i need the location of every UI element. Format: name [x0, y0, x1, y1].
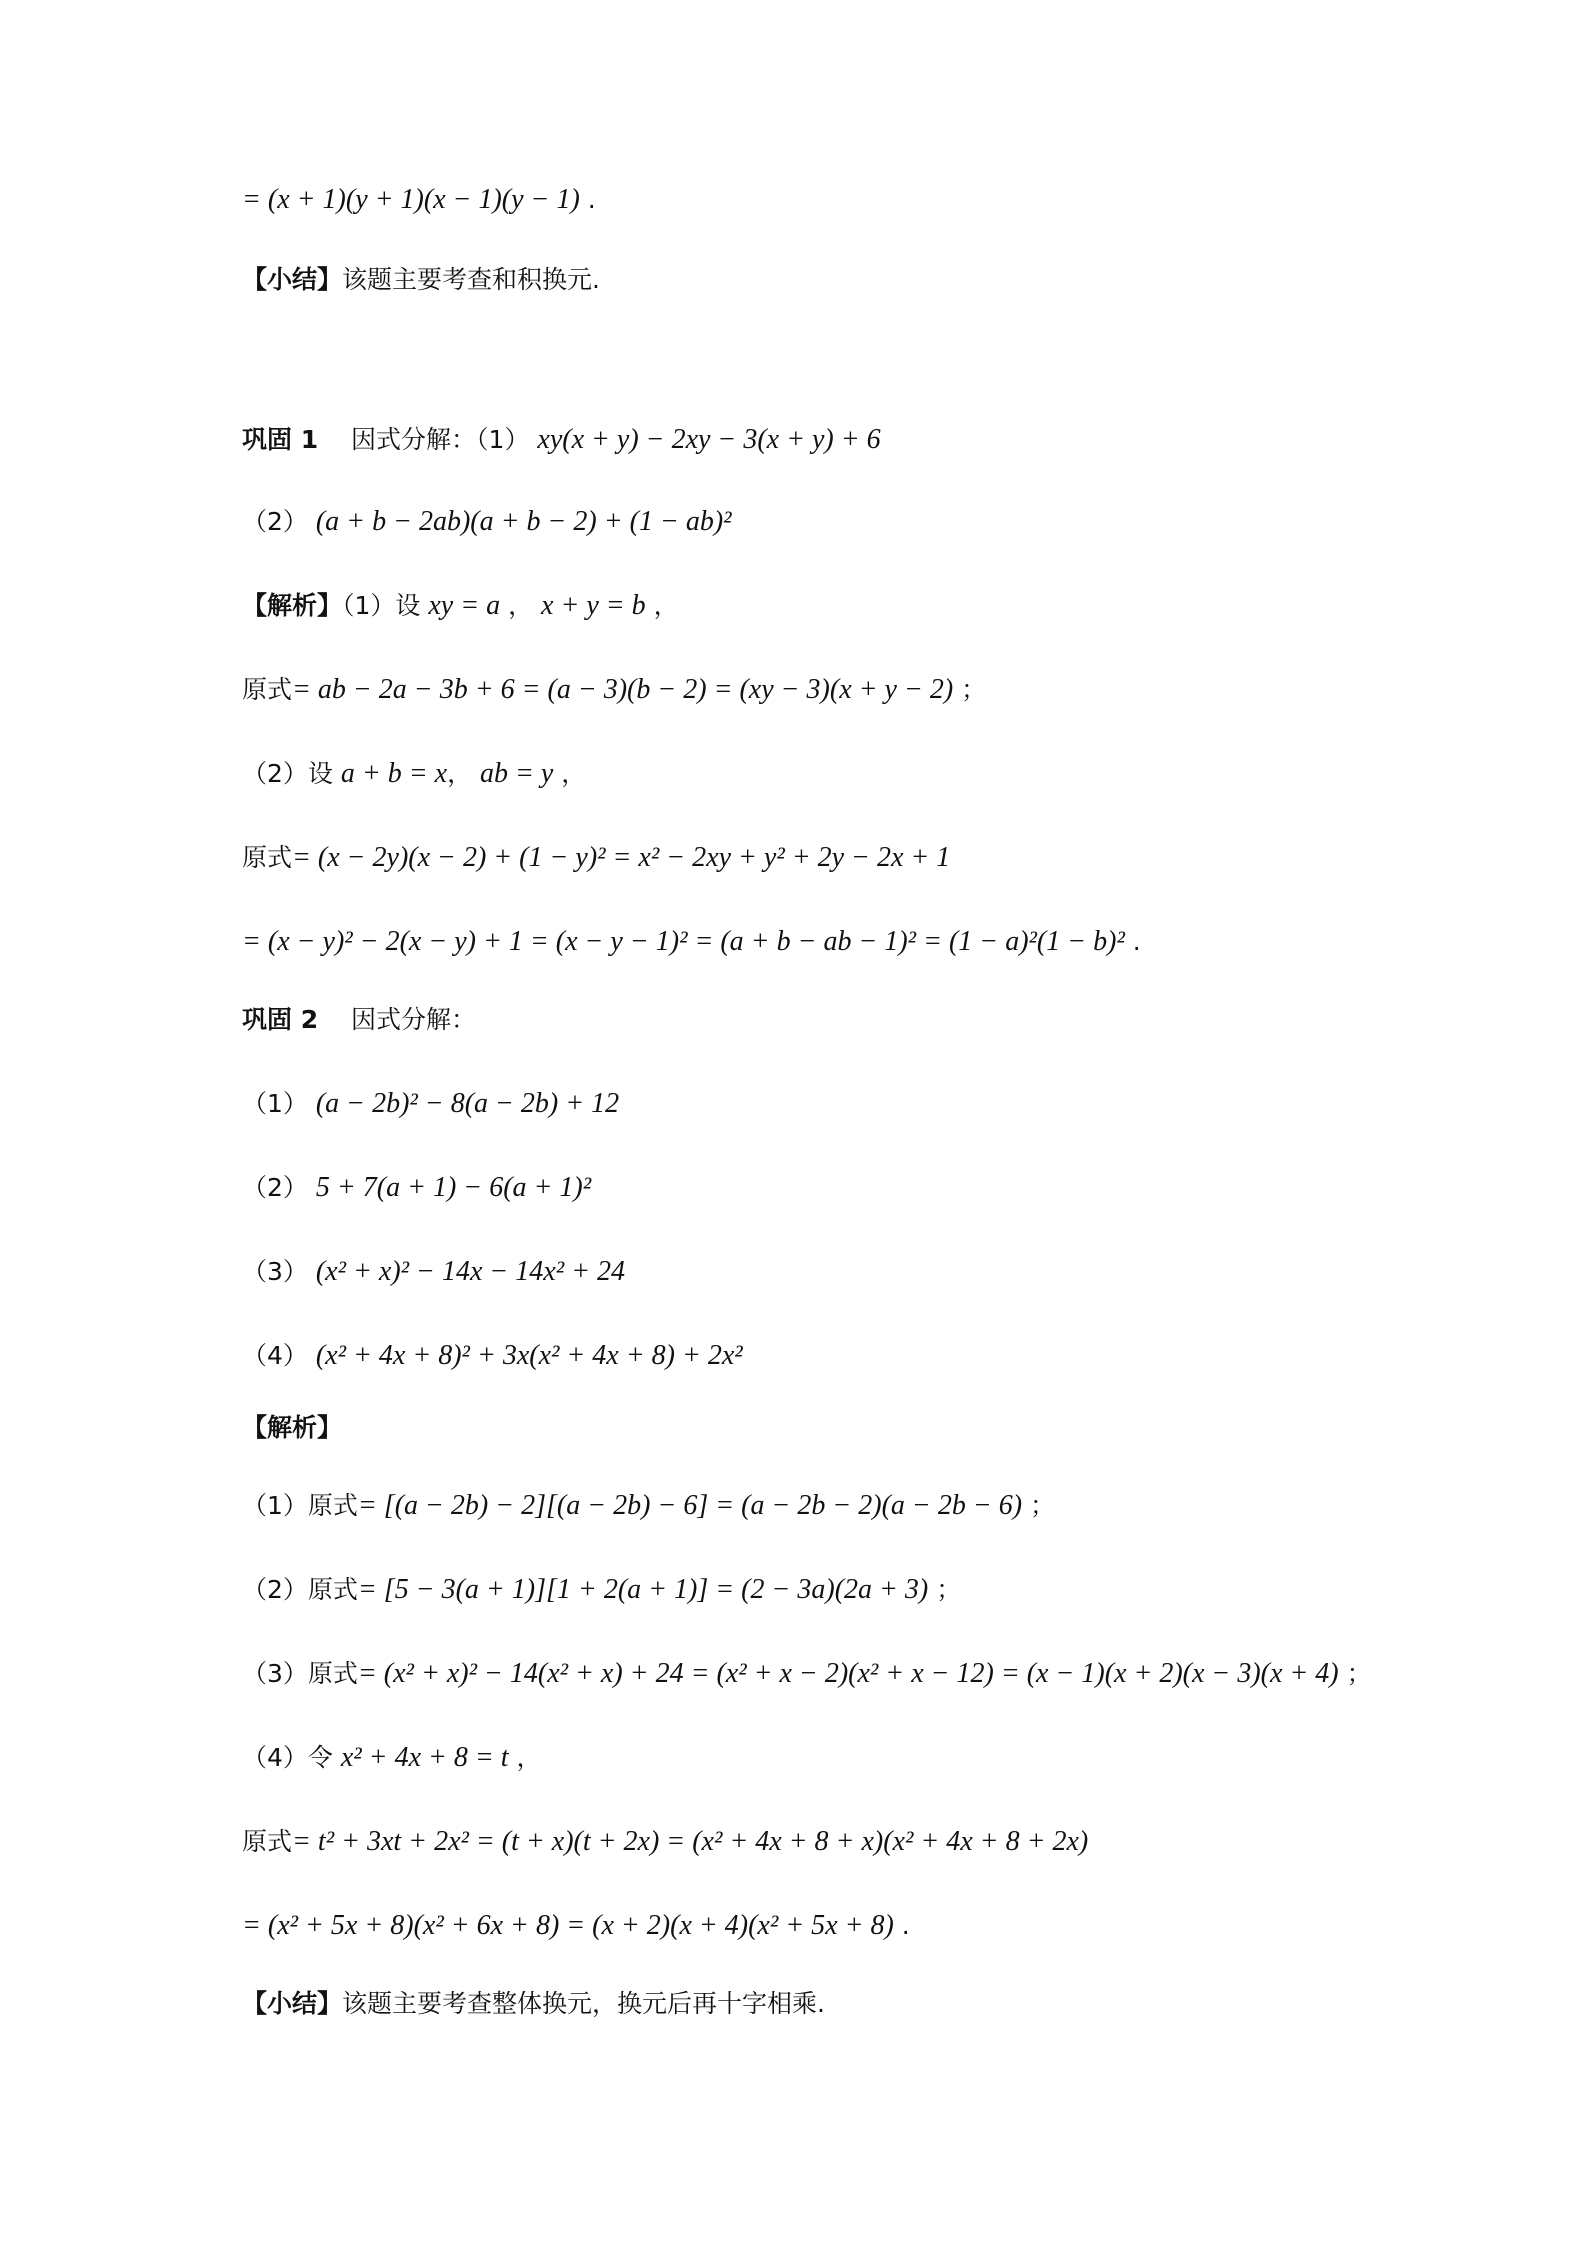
math-expression: x² + 4x + 8 = t — [340, 1742, 509, 1773]
text-line-9 — [242, 922, 1141, 962]
math-expression: = t² + 3xt + 2x² = (t + x)(t + 2x) = (x² + 4x + 8 + x)(x² + 4x + 8 + 2x) — [292, 1826, 1089, 1857]
math-expression: (a + b − 2ab)(a + b − 2) + (1 − ab)² — [315, 506, 732, 537]
text-span: 该题主要考查整体换元，换元后再十字相乘. — [342, 1989, 825, 2018]
math-expression: (x² + 4x + 8)² + 3x(x² + 4x + 8) + 2x² — [315, 1340, 743, 1371]
math-expression: (a − 2b)² − 8(a − 2b) + 12 — [315, 1088, 620, 1119]
text-line-1 — [242, 180, 596, 220]
text-line-15 — [242, 1408, 342, 1448]
math-expression: = (x² + 5x + 8)(x² + 6x + 8) = (x + 2)(x + 4)(x² + 5x + 8) — [242, 1910, 894, 1941]
text-span: 因式分解：（1） — [318, 425, 538, 454]
text-span: （3） — [242, 1257, 316, 1286]
text-span: ， — [500, 591, 542, 620]
text-span: . — [893, 1911, 910, 1940]
math-expression: = [5 − 3(a + 1)][1 + 2(a + 1)] = (2 − 3a)(2a + 3) — [357, 1574, 929, 1605]
math-expression: xy = a — [428, 590, 501, 621]
text-span: . — [579, 185, 596, 214]
text-line-17 — [242, 1570, 961, 1610]
text-span: （2）设 — [242, 759, 341, 788]
text-span: . — [1124, 927, 1141, 956]
text-line-8 — [242, 838, 950, 878]
text-span: 【解析】 — [242, 591, 343, 620]
text-span: （3）原式 — [242, 1659, 358, 1688]
text-line-11 — [242, 1084, 619, 1124]
text-line-19 — [242, 1738, 542, 1778]
text-span: ， — [553, 759, 587, 788]
text-span: 该题主要考查和积换元. — [342, 265, 600, 294]
text-span: 【小结】 — [242, 265, 343, 294]
text-line-10 — [242, 1000, 476, 1040]
text-line-2 — [242, 260, 600, 300]
math-expression: ab = y — [480, 758, 554, 789]
text-line-5 — [242, 586, 679, 626]
text-line-13 — [242, 1252, 625, 1292]
text-span: （2）原式 — [242, 1575, 358, 1604]
text-span: 【小结】 — [242, 1989, 343, 2018]
text-span: （1）原式 — [242, 1491, 358, 1520]
text-span: 巩固 2 — [242, 1005, 319, 1034]
math-expression: = [(a − 2b) − 2][(a − 2b) − 6] = (a − 2b − 2)(a − 2b − 6) — [357, 1490, 1023, 1521]
text-span: ， — [447, 759, 481, 788]
text-span: （2） — [242, 507, 316, 536]
text-line-12 — [242, 1168, 591, 1208]
text-span: 因式分解： — [318, 1005, 477, 1034]
text-span: 巩固 1 — [242, 425, 319, 454]
text-line-4 — [242, 502, 732, 542]
text-span: ； — [953, 675, 987, 704]
text-line-6 — [242, 670, 986, 710]
math-expression: (x² + x)² − 14x − 14x² + 24 — [315, 1256, 625, 1287]
text-span: ； — [1022, 1491, 1055, 1520]
text-line-22 — [242, 1984, 825, 2024]
text-span: ， — [645, 591, 679, 620]
math-expression: = (x² + x)² − 14(x² + x) + 24 = (x² + x − 2)(x² + x − 12) = (x − 1)(x + 2)(x − 3)(x + 4) — [357, 1658, 1339, 1689]
text-span: 原式 — [242, 843, 293, 872]
text-line-21 — [242, 1906, 910, 1946]
math-expression: 5 + 7(a + 1) − 6(a + 1)² — [315, 1172, 592, 1203]
text-span: （4）令 — [242, 1743, 341, 1772]
math-expression: xy(x + y) − 2xy − 3(x + y) + 6 — [537, 424, 881, 455]
text-span: 【解析】 — [242, 1413, 343, 1442]
math-expression: x + y = b — [541, 590, 646, 621]
math-expression: = (x + 1)(y + 1)(x − 1)(y − 1) — [242, 184, 580, 215]
text-span: （1）设 — [342, 591, 429, 620]
text-span: 原式 — [242, 1827, 293, 1856]
text-line-16 — [242, 1486, 1055, 1526]
math-expression: a + b = x — [340, 758, 448, 789]
math-expression: = ab − 2a − 3b + 6 = (a − 3)(b − 2) = (xy − 3)(x + y − 2) — [292, 674, 954, 705]
text-line-7 — [242, 754, 586, 794]
text-line-14 — [242, 1336, 743, 1376]
text-span: 原式 — [242, 675, 293, 704]
text-line-18 — [242, 1654, 1372, 1694]
text-line-3 — [242, 420, 881, 460]
text-span: （1） — [242, 1089, 316, 1118]
text-line-20 — [242, 1822, 1088, 1862]
text-span: （4） — [242, 1341, 316, 1370]
text-span: ， — [508, 1743, 542, 1772]
math-expression: = (x − y)² − 2(x − y) + 1 = (x − y − 1)² = (a + b − ab − 1)² = (1 − a)²(1 − b)² — [242, 926, 1125, 957]
text-span: ； — [1338, 1659, 1372, 1688]
text-span: ； — [928, 1575, 962, 1604]
math-expression: = (x − 2y)(x − 2) + (1 − y)² = x² − 2xy + y² + 2y − 2x + 1 — [292, 842, 951, 873]
text-span: （2） — [242, 1173, 316, 1202]
